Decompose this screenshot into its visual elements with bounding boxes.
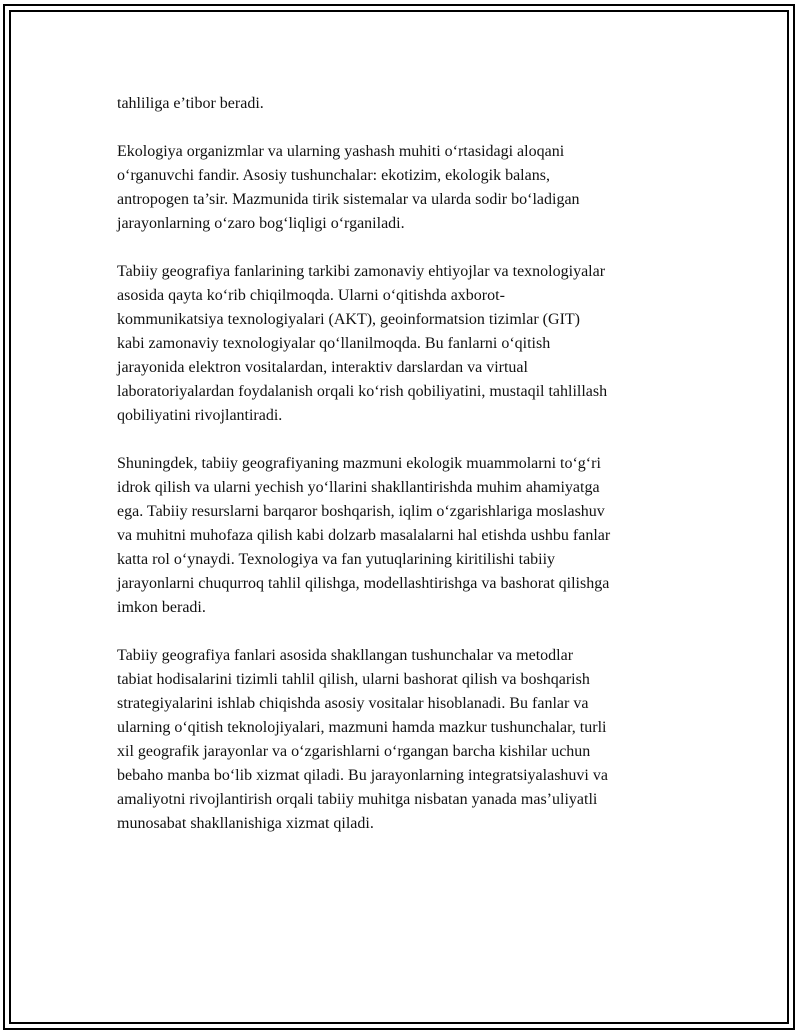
text-line: munosabat shakllanishiga xizmat qiladi. [117, 815, 374, 832]
paragraph-1 [117, 92, 692, 116]
text-line: kommunikatsiya texnologiyalari (AKT), geoinformatsion tizimlar (GIT) [117, 311, 580, 328]
paragraph-4 [117, 452, 692, 620]
text-line: jarayonida elektron vositalardan, interaktiv darslardan va virtual [117, 359, 528, 376]
text-line: Shuningdek, tabiiy geografiyaning mazmuni ekologik muammolarni to‘g‘ri [117, 455, 601, 472]
text-line: va muhitni muhofaza qilish kabi dolzarb masalalarni hal etishda ushbu fanlar [117, 527, 611, 544]
text-line: asosida qayta ko‘rib chiqilmoqda. Ularni o‘qitishda axborot- [117, 287, 505, 304]
text-line: imkon beradi. [117, 599, 206, 616]
text-line: qobiliyatini rivojlantiradi. [117, 407, 283, 424]
paragraph-2 [117, 140, 692, 236]
paragraph-3 [117, 260, 692, 428]
text-line: Ekologiya organizmlar va ularning yashash muhiti o‘rtasidagi aloqani [117, 143, 565, 160]
text-line: ega. Tabiiy resurslarni barqaror boshqarish, iqlim o‘zgarishlariga moslashuv [117, 503, 605, 520]
text-line: jarayonlarning o‘zaro bog‘liqligi o‘rganiladi. [117, 215, 405, 232]
text-line: ularning o‘qitish teknolojiyalari, mazmuni hamda mazkur tushunchalar, turli [117, 719, 607, 736]
text-line: strategiyalarini ishlab chiqishda asosiy vositalar hisoblanadi. Bu fanlar va [117, 695, 589, 712]
text-line: kabi zamonaviy texnologiyalar qo‘llanilmoqda. Bu fanlarni o‘qitish [117, 335, 551, 352]
text-line: jarayonlarni chuqurroq tahlil qilishga, modellashtirishga va bashorat qilishga [117, 575, 610, 592]
paragraph-gap [117, 236, 692, 260]
text-line: Tabiiy geografiya fanlarining tarkibi zamonaviy ehtiyojlar va texnologiyalar [117, 263, 606, 280]
paragraph-5 [117, 644, 692, 836]
text-line: Tabiiy geografiya fanlari asosida shakllangan tushunchalar va metodlar [117, 647, 574, 664]
text-line: antropogen ta’sir. Mazmunida tirik sistemalar va ularda sodir bo‘ladigan [117, 191, 580, 208]
text-line: laboratoriyalardan foydalanish orqali ko‘rish qobiliyatini, mustaqil tahlillash [117, 383, 608, 400]
paragraph-gap [117, 116, 692, 140]
document-body [117, 92, 692, 836]
paragraph-gap [117, 620, 692, 644]
text-line: bebaho manba bo‘lib xizmat qiladi. Bu jarayonlarning integratsiyalashuvi va [117, 767, 608, 784]
text-line: idrok qilish va ularni yechish yo‘llarini shakllantirishda muhim ahamiyatga [117, 479, 600, 496]
text-line: amaliyotni rivojlantirish orqali tabiiy muhitga nisbatan yanada mas’uliyatli [117, 791, 598, 808]
text-line: o‘rganuvchi fandir. Asosiy tushunchalar: ekotizim, ekologik balans, [117, 167, 550, 184]
text-line: katta rol o‘ynaydi. Texnologiya va fan yutuqlarining kiritilishi tabiiy [117, 551, 556, 568]
paragraph-gap [117, 428, 692, 452]
text-line: tahliliga e’tibor beradi. [117, 95, 264, 112]
text-line: tabiat hodisalarini tizimli tahlil qilish, ularni bashorat qilish va boshqarish [117, 671, 590, 688]
text-line: xil geografik jarayonlar va o‘zgarishlarni o‘rgangan barcha kishilar uchun [117, 743, 591, 760]
